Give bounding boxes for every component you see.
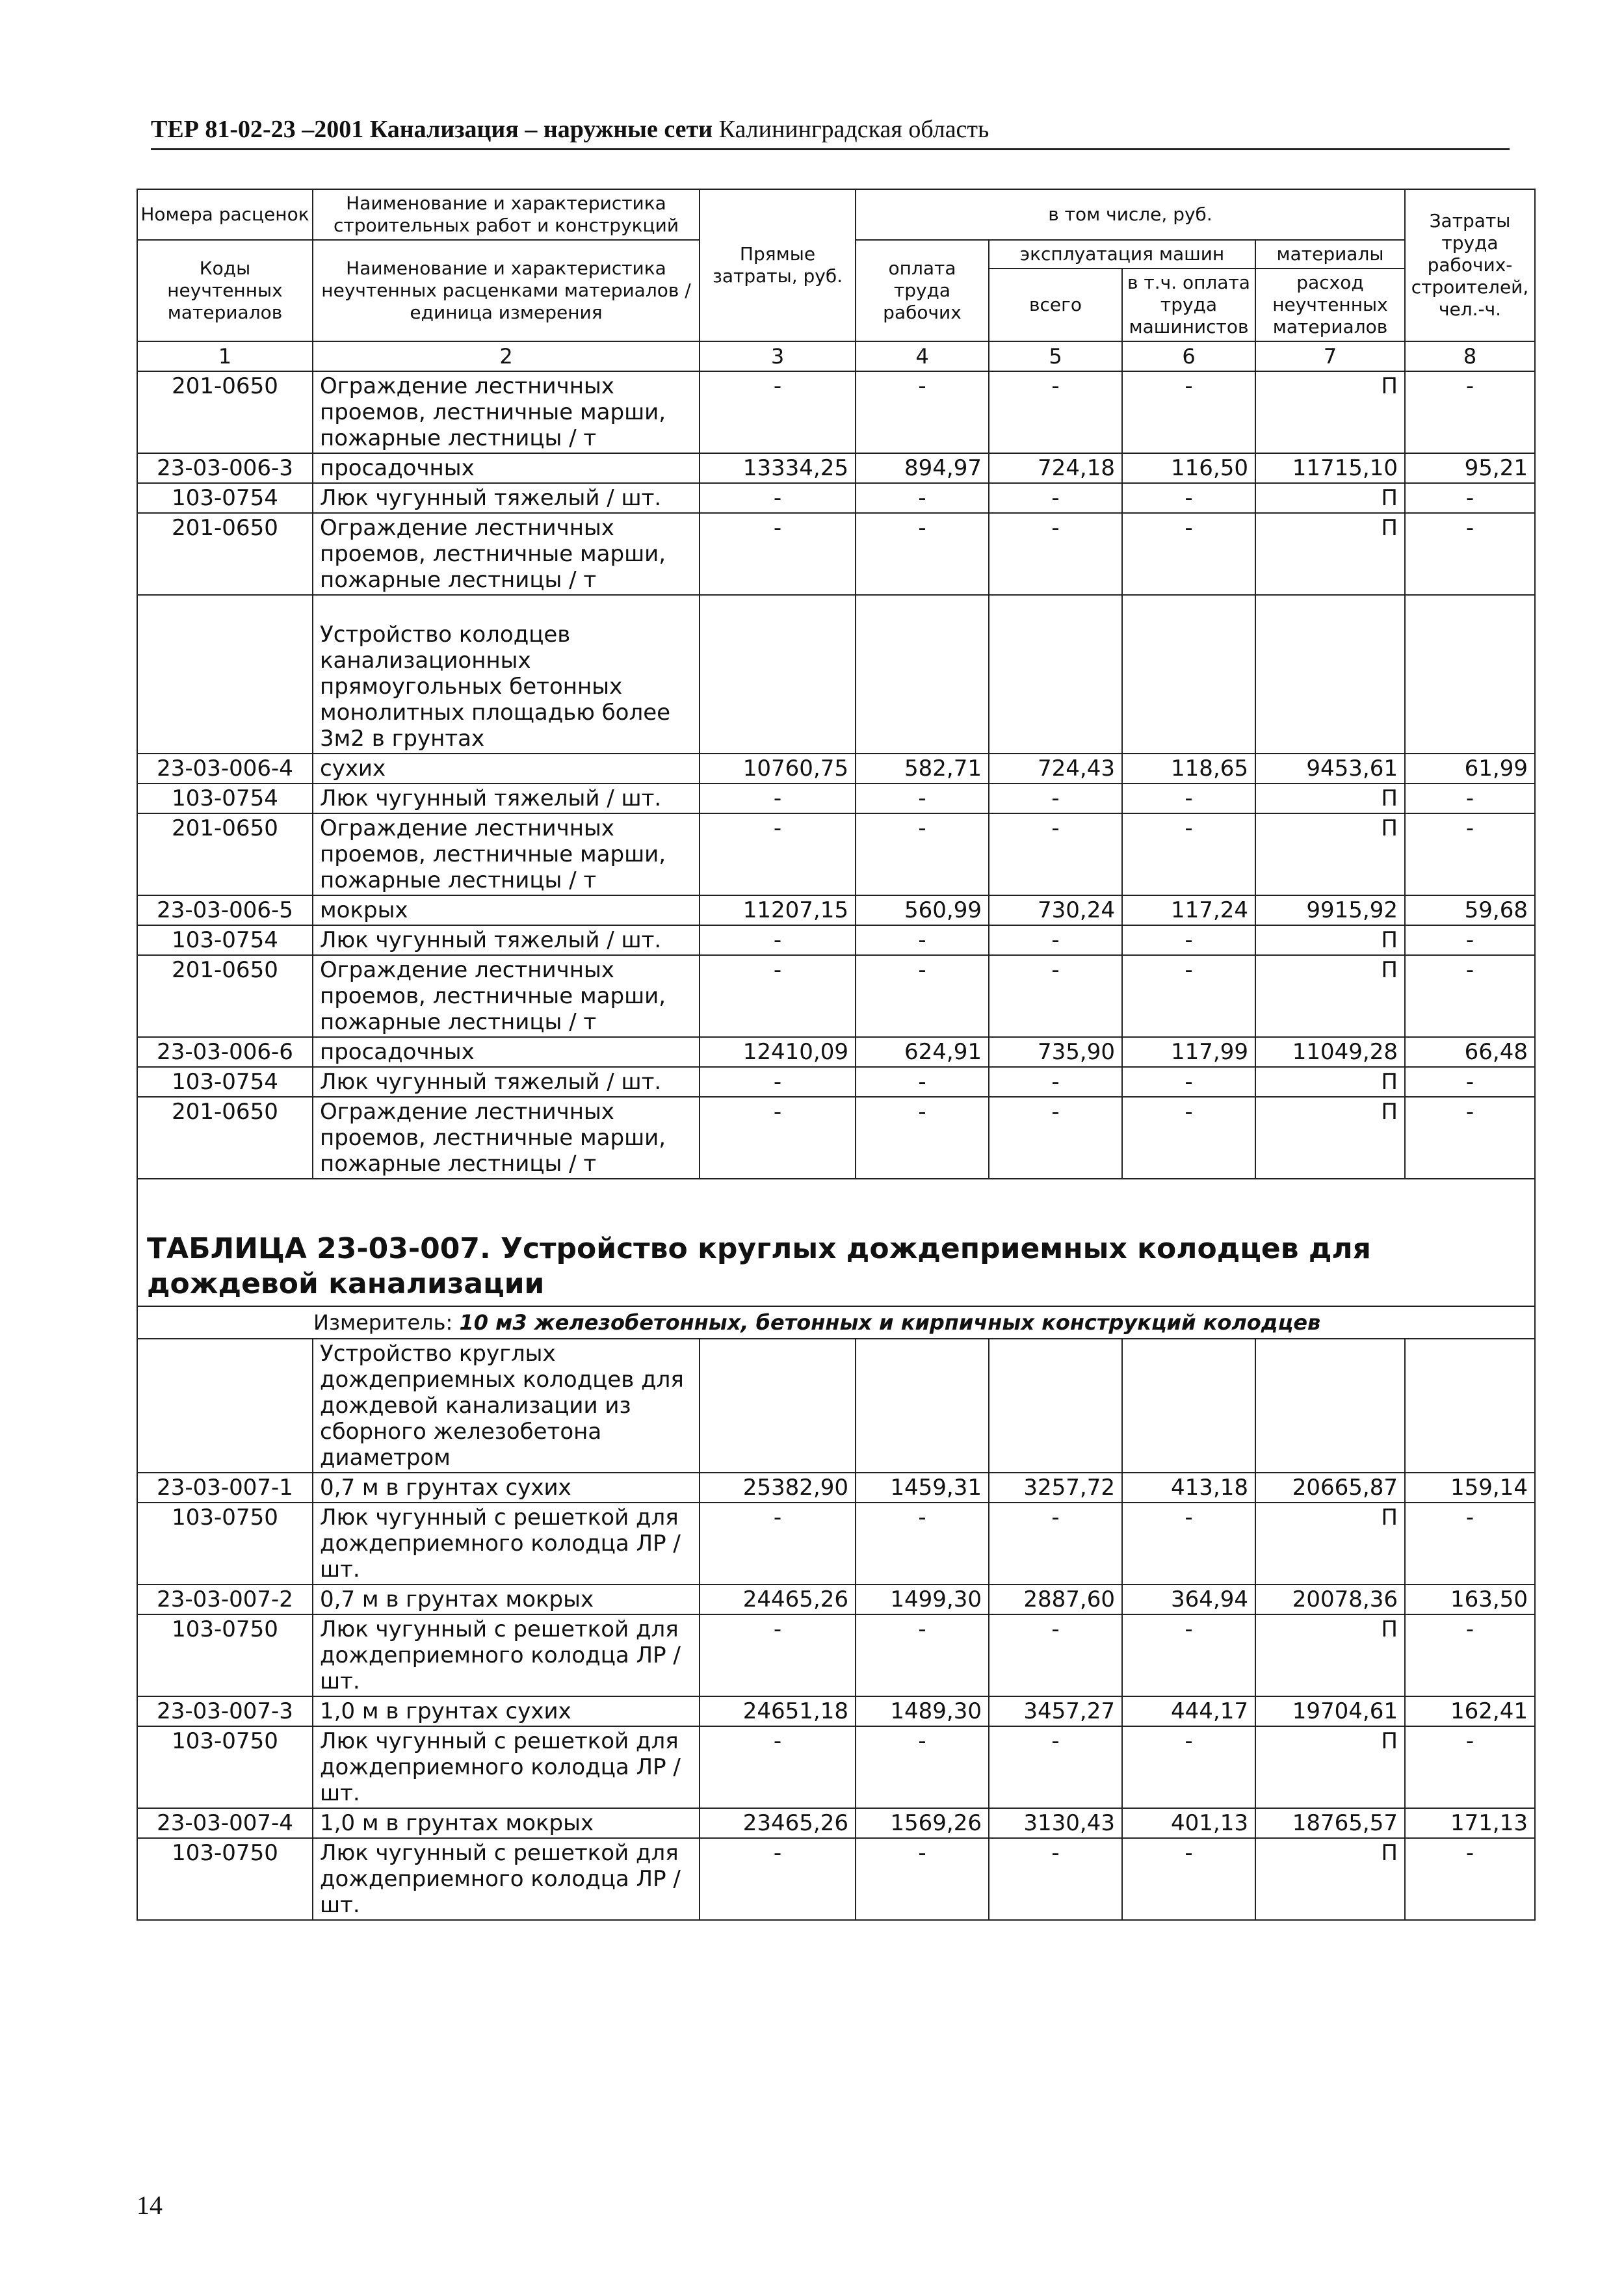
machine-cost-cell: - [989,483,1122,513]
rate-code-cell: 201-0650 [137,955,313,1037]
col2-head-a: Наименование и характеристика строительных работ и конструкций [313,189,700,240]
materials-cell: П [1255,1097,1405,1179]
description-cell: 1,0 м в грунтах мокрых [313,1808,700,1838]
labor-cost-cell: - [856,1726,989,1808]
description-cell: Ограждение лестничных проемов, лестничные марши, пожарные лестницы / т [313,513,700,595]
direct-cost-cell: - [700,955,856,1037]
direct-cost-cell: - [700,1097,856,1179]
materials-cell: П [1255,1726,1405,1808]
table-row [137,1808,1535,1838]
operator-cost-cell: - [1122,783,1255,813]
labor-hours-cell: - [1405,371,1535,453]
table-row [137,783,1535,813]
materials-cell: 20665,87 [1255,1473,1405,1503]
rate-code-cell: 23-03-007-2 [137,1585,313,1614]
materials-cell: П [1255,1503,1405,1585]
operator-cost-cell: 116,50 [1122,453,1255,483]
rate-code-cell: 103-0754 [137,483,313,513]
rate-code-cell: 23-03-006-6 [137,1037,313,1067]
rate-code-cell: 23-03-007-3 [137,1696,313,1726]
machine-cost-cell: - [989,783,1122,813]
table-row [137,1097,1535,1179]
description-cell: Люк чугунный с решеткой для дождеприемного колодца ЛР / шт. [313,1726,700,1808]
machine-cost-cell: - [989,371,1122,453]
labor-hours-cell: - [1405,955,1535,1037]
group-intro-row-2 [137,1339,1535,1473]
column-number: 4 [856,341,989,371]
table-row [137,813,1535,895]
column-number: 7 [1255,341,1405,371]
machine-cost-cell: - [989,1097,1122,1179]
labor-hours-cell: 59,68 [1405,895,1535,925]
operator-cost-cell: 401,13 [1122,1808,1255,1838]
table-row [137,1473,1535,1503]
rate-code-cell: 23-03-007-1 [137,1473,313,1503]
machine-cost-cell: 2887,60 [989,1585,1122,1614]
operator-cost-cell: - [1122,1067,1255,1097]
materials-cell: 9915,92 [1255,895,1405,925]
rate-code-cell: 201-0650 [137,513,313,595]
col6-head: в т.ч. оплата труда машинистов [1122,269,1255,341]
operator-cost-cell: - [1122,513,1255,595]
description-cell: Люк чугунный тяжелый / шт. [313,925,700,955]
operator-cost-cell: - [1122,955,1255,1037]
rate-code-cell: 103-0750 [137,1503,313,1585]
table-row [137,1067,1535,1097]
table-row [137,1585,1535,1614]
machine-cost-cell: - [989,925,1122,955]
measure-row [137,1306,1535,1339]
direct-cost-cell: 11207,15 [700,895,856,925]
labor-cost-cell: - [856,1097,989,1179]
labor-cost-cell: - [856,783,989,813]
table-row [137,895,1535,925]
machine-cost-cell: 724,43 [989,754,1122,783]
rate-code-cell: 23-03-006-3 [137,453,313,483]
operator-cost-cell: 117,24 [1122,895,1255,925]
labor-hours-cell: - [1405,1614,1535,1696]
column-numbers-row [137,341,1535,371]
description-cell: мокрых [313,895,700,925]
labor-cost-cell: 1499,30 [856,1585,989,1614]
measure-label: Измеритель: [313,1310,453,1335]
labor-cost-cell: - [856,513,989,595]
description-cell: просадочных [313,1037,700,1067]
machine-cost-cell: - [989,813,1122,895]
labor-hours-cell: 61,99 [1405,754,1535,783]
machine-cost-cell: - [989,1838,1122,1920]
rate-code-cell: 23-03-006-4 [137,754,313,783]
labor-hours-cell: 159,14 [1405,1473,1535,1503]
machine-cost-cell: - [989,1726,1122,1808]
direct-cost-cell: 13334,25 [700,453,856,483]
table-row [137,1614,1535,1696]
labor-hours-cell: - [1405,513,1535,595]
table-row [137,483,1535,513]
rate-code-cell: 103-0754 [137,1067,313,1097]
table-row [137,453,1535,483]
materials-cell: П [1255,1614,1405,1696]
machine-cost-cell: 730,24 [989,895,1122,925]
labor-hours-cell: - [1405,783,1535,813]
direct-cost-cell: 24651,18 [700,1696,856,1726]
labor-cost-cell: - [856,925,989,955]
labor-hours-cell: - [1405,813,1535,895]
rates-table [137,189,1536,1921]
rate-code-cell: 103-0750 [137,1726,313,1808]
direct-cost-cell: 24465,26 [700,1585,856,1614]
materials-cell: П [1255,813,1405,895]
col2-head-b: Наименование и характеристика неучтенных расценками материалов / единица измерения [313,240,700,341]
col4-head: оплата труда рабочих [856,240,989,341]
materials-cell: П [1255,955,1405,1037]
document-region: Калининградская область [718,116,989,143]
table-row [137,1696,1535,1726]
labor-cost-cell: 1459,31 [856,1473,989,1503]
description-cell: Люк чугунный с решеткой для дождеприемного колодца ЛР / шт. [313,1614,700,1696]
description-cell: Ограждение лестничных проемов, лестничные марши, пожарные лестницы / т [313,1097,700,1179]
direct-cost-cell: - [700,813,856,895]
column-number: 1 [137,341,313,371]
operator-cost-cell: - [1122,925,1255,955]
direct-cost-cell: - [700,783,856,813]
labor-hours-cell: 163,50 [1405,1585,1535,1614]
operator-cost-cell: 413,18 [1122,1473,1255,1503]
machine-cost-cell: 3257,72 [989,1473,1122,1503]
col1-head-b: Коды неучтенных материалов [137,240,313,341]
description-cell: Люк чугунный с решеткой для дождеприемного колодца ЛР / шт. [313,1838,700,1920]
machine-cost-cell: 735,90 [989,1037,1122,1067]
machine-cost-cell: 3130,43 [989,1808,1122,1838]
labor-hours-cell: 66,48 [1405,1037,1535,1067]
column-number: 6 [1122,341,1255,371]
operator-cost-cell: - [1122,813,1255,895]
document-code: ТЕР 81-02-23 –2001 [151,116,364,143]
labor-cost-cell: 1569,26 [856,1808,989,1838]
description-cell: 0,7 м в грунтах мокрых [313,1585,700,1614]
col8-head: Затраты труда рабочих-строителей, чел.-ч. [1405,189,1535,341]
labor-hours-cell: - [1405,1726,1535,1808]
operator-cost-cell: - [1122,1097,1255,1179]
group-c [137,1473,1535,1920]
rate-code-cell: 103-0754 [137,783,313,813]
table-title-row [137,1179,1535,1306]
table-row [137,955,1535,1037]
table-row [137,371,1535,453]
rate-code-cell: 23-03-006-5 [137,895,313,925]
rate-code-cell: 201-0650 [137,371,313,453]
operator-cost-cell: - [1122,1614,1255,1696]
column-number: 2 [313,341,700,371]
table-row [137,513,1535,595]
header-row-1 [137,189,1535,240]
group-intro-text: Устройство круглых дождеприемных колодцев для дождевой канализации из сборного железобетона диаметром [313,1339,700,1473]
machine-cost-cell: 3457,27 [989,1696,1122,1726]
col5-head: всего [989,269,1122,341]
materials-head: материалы [1255,240,1405,269]
table-row [137,1838,1535,1920]
direct-cost-cell: 12410,09 [700,1037,856,1067]
operator-cost-cell: - [1122,1838,1255,1920]
table-row [137,754,1535,783]
labor-hours-cell: - [1405,1067,1535,1097]
direct-cost-cell: - [700,1067,856,1097]
page-number: 14 [137,2190,163,2220]
rate-code-cell: 103-0754 [137,925,313,955]
materials-cell: 11715,10 [1255,453,1405,483]
operator-cost-cell: 364,94 [1122,1585,1255,1614]
rate-code-cell: 23-03-007-4 [137,1808,313,1838]
table-row [137,1726,1535,1808]
col3-head: Прямые затраты, руб. [700,189,856,341]
labor-cost-cell: - [856,1838,989,1920]
labor-cost-cell: - [856,483,989,513]
description-cell: Ограждение лестничных проемов, лестничные марши, пожарные лестницы / т [313,371,700,453]
materials-cell: 20078,36 [1255,1585,1405,1614]
materials-cell: П [1255,1838,1405,1920]
machine-cost-cell: - [989,1503,1122,1585]
machine-cost-cell: - [989,1614,1122,1696]
labor-cost-cell: - [856,1614,989,1696]
labor-hours-cell: 95,21 [1405,453,1535,483]
materials-cell: 19704,61 [1255,1696,1405,1726]
table-row [137,925,1535,955]
operator-cost-cell: 118,65 [1122,754,1255,783]
direct-cost-cell: 23465,26 [700,1808,856,1838]
column-number: 8 [1405,341,1535,371]
machine-cost-cell: - [989,1067,1122,1097]
labor-hours-cell: 162,41 [1405,1696,1535,1726]
group-a [137,371,1535,595]
labor-cost-cell: 894,97 [856,453,989,483]
machine-cost-cell: - [989,955,1122,1037]
table-row [137,1503,1535,1585]
direct-cost-cell: - [700,925,856,955]
running-head [151,114,1510,150]
column-number: 3 [700,341,856,371]
operator-cost-cell: 444,17 [1122,1696,1255,1726]
materials-cell: П [1255,925,1405,955]
materials-cell: П [1255,371,1405,453]
labor-hours-cell: - [1405,1503,1535,1585]
materials-cell: 11049,28 [1255,1037,1405,1067]
description-cell: Люк чугунный тяжелый / шт. [313,783,700,813]
labor-hours-cell: - [1405,483,1535,513]
operator-cost-cell: - [1122,1726,1255,1808]
labor-cost-cell: - [856,1503,989,1585]
description-cell: Ограждение лестничных проемов, лестничные марши, пожарные лестницы / т [313,813,700,895]
operator-cost-cell: 117,99 [1122,1037,1255,1067]
machines-head: эксплуатация машин [989,240,1255,269]
materials-cell: П [1255,1067,1405,1097]
direct-cost-cell: - [700,1503,856,1585]
rate-code-cell: 103-0750 [137,1838,313,1920]
materials-cell: П [1255,483,1405,513]
rate-code-cell: 201-0650 [137,1097,313,1179]
description-cell: 1,0 м в грунтах сухих [313,1696,700,1726]
materials-cell: 9453,61 [1255,754,1405,783]
description-cell: Ограждение лестничных проемов, лестничные марши, пожарные лестницы / т [313,955,700,1037]
col7-head: расход неучтенных материалов [1255,269,1405,341]
description-cell: сухих [313,754,700,783]
labor-cost-cell: 624,91 [856,1037,989,1067]
direct-cost-cell: 25382,90 [700,1473,856,1503]
table-title: ТАБЛИЦА 23-03-007. Устройство круглых дождеприемных колодцев для дождевой канализации [137,1179,1535,1306]
materials-cell: 18765,57 [1255,1808,1405,1838]
direct-cost-cell: - [700,483,856,513]
direct-cost-cell: - [700,513,856,595]
materials-cell: П [1255,513,1405,595]
operator-cost-cell: - [1122,1503,1255,1585]
operator-cost-cell: - [1122,483,1255,513]
group-intro-row-1 [137,595,1535,754]
materials-cell: П [1255,783,1405,813]
labor-cost-cell: - [856,1067,989,1097]
rate-code-cell: 201-0650 [137,813,313,895]
operator-cost-cell: - [1122,371,1255,453]
description-cell: Люк чугунный тяжелый / шт. [313,483,700,513]
col1-head-a: Номера расценок [137,189,313,240]
labor-hours-cell: - [1405,1838,1535,1920]
labor-cost-cell: 560,99 [856,895,989,925]
table-row [137,1037,1535,1067]
labor-hours-cell: - [1405,1097,1535,1179]
labor-cost-cell: - [856,955,989,1037]
direct-cost-cell: 10760,75 [700,754,856,783]
labor-cost-cell: 582,71 [856,754,989,783]
description-cell: просадочных [313,453,700,483]
direct-cost-cell: - [700,1614,856,1696]
document-subject: Канализация – наружные сети [369,116,713,143]
description-cell: Люк чугунный с решеткой для дождеприемного колодца ЛР / шт. [313,1503,700,1585]
machine-cost-cell: 724,18 [989,453,1122,483]
description-cell: Люк чугунный тяжелый / шт. [313,1067,700,1097]
labor-cost-cell: 1489,30 [856,1696,989,1726]
labor-cost-cell: - [856,813,989,895]
group-b [137,754,1535,1179]
measure-value: 10 м3 железобетонных, бетонных и кирпичных конструкций колодцев [459,1310,1321,1335]
labor-hours-cell: - [1405,925,1535,955]
direct-cost-cell: - [700,371,856,453]
description-cell: 0,7 м в грунтах сухих [313,1473,700,1503]
direct-cost-cell: - [700,1838,856,1920]
including-head: в том числе, руб. [856,189,1405,240]
machine-cost-cell: - [989,513,1122,595]
labor-cost-cell: - [856,371,989,453]
column-number: 5 [989,341,1122,371]
direct-cost-cell: - [700,1726,856,1808]
rate-code-cell: 103-0750 [137,1614,313,1696]
group-intro-text: Устройство колодцев канализационных прямоугольных бетонных монолитных площадью более 3м2 в грунтах [313,595,700,754]
labor-hours-cell: 171,13 [1405,1808,1535,1838]
